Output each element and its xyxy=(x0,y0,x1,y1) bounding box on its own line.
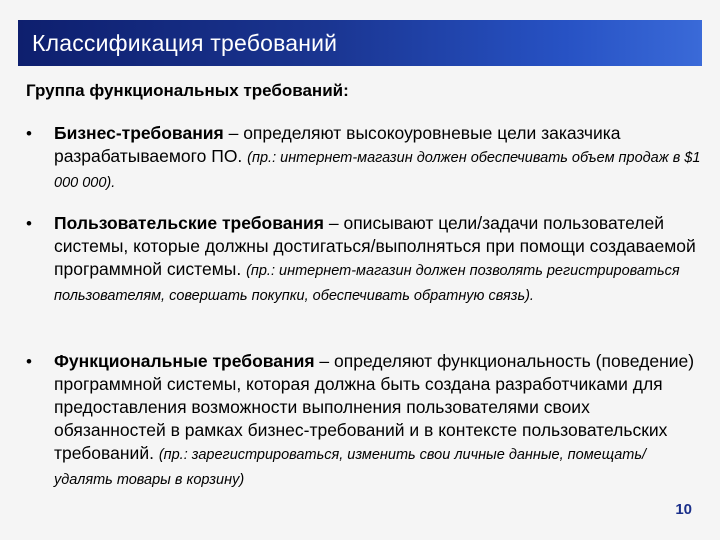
term-label: Бизнес-требования xyxy=(54,123,224,143)
definition-text: – описывают цели/задачи пользователей системы, которые должны достигаться/выполняться при помощи создаваемой программной системы. xyxy=(54,213,696,279)
bullet-icon: • xyxy=(26,124,32,143)
slide-title: Классификация требований xyxy=(32,29,338,56)
definition-text: – определяют функциональность (поведение) программной системы, которая должна быть создана разработчиками для предоставления возможности выполнения пользователями своих обязанностей в рамках бизнес-требований и в контексте пользовательских требований. xyxy=(54,351,695,463)
bullet-icon: • xyxy=(26,352,32,371)
page-number: 10 xyxy=(675,501,692,518)
example-text: (пр.: интернет-магазин должен позволять регистрироваться пользователям, совершать покупки, обеспечивать обратную связь). xyxy=(54,263,680,304)
group-heading: Группа функциональных требований: xyxy=(26,81,349,100)
example-text: (пр.: зарегистрироваться, изменить свои личные данные, помещать/удалять товары в корзину) xyxy=(54,447,646,488)
example-text: (пр.: интернет-магазин должен обеспечивать объем продаж в $1 000 000). xyxy=(54,150,701,191)
bullet-text xyxy=(54,122,702,195)
bullet-icon: • xyxy=(26,214,32,233)
title-bar xyxy=(18,20,702,66)
term-label: Функциональные требования xyxy=(54,351,315,371)
term-label: Пользовательские требования xyxy=(54,213,325,233)
bullet-text xyxy=(54,350,702,492)
definition-text: – определяют высокоуровневые цели заказчика разрабатываемого ПО. xyxy=(54,123,621,166)
bullet-text xyxy=(54,212,702,308)
